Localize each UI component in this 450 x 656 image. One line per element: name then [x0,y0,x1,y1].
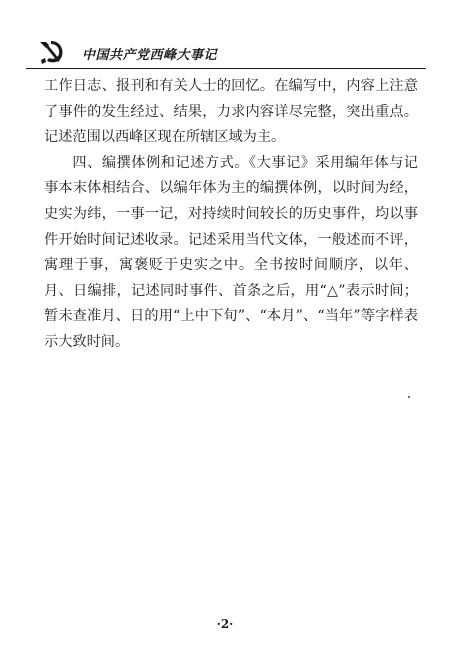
stray-mark [408,396,410,398]
header-title: 中国共产党西峰大事记 [82,48,218,63]
body-text [44,74,418,356]
hammer-sickle-icon [36,38,66,66]
header-rule [26,68,426,69]
running-header [26,30,426,70]
paragraph-compilation-style: 四、编撰体例和记述方式。《大事记》采用编年体与记事本末体相结合、以编年体为主的编撰体例，以时间为经，史实为纬，一事一记，对持续时间较长的历史事件，均以事件开始时间记述收录。记述采用当代文体，一般述而不评，寓理于事，寓褒贬于史实之中。全书按时间顺序，以年、月、日编排，记述同时事件、首条之后，用“△”表示时间；暂未查准月、日的用“上中下旬”、“本月”、“当年”等字样表示大致时间。 [44,154,418,350]
paragraph-continuation: 工作日志、报刊和有关人士的回忆。在编写中，内容上注意了事件的发生经过、结果，力求内容详尽完整，突出重点。记述范围以西峰区现在所辖区域为主。 [44,78,418,146]
page-number: ·2· [216,617,234,631]
